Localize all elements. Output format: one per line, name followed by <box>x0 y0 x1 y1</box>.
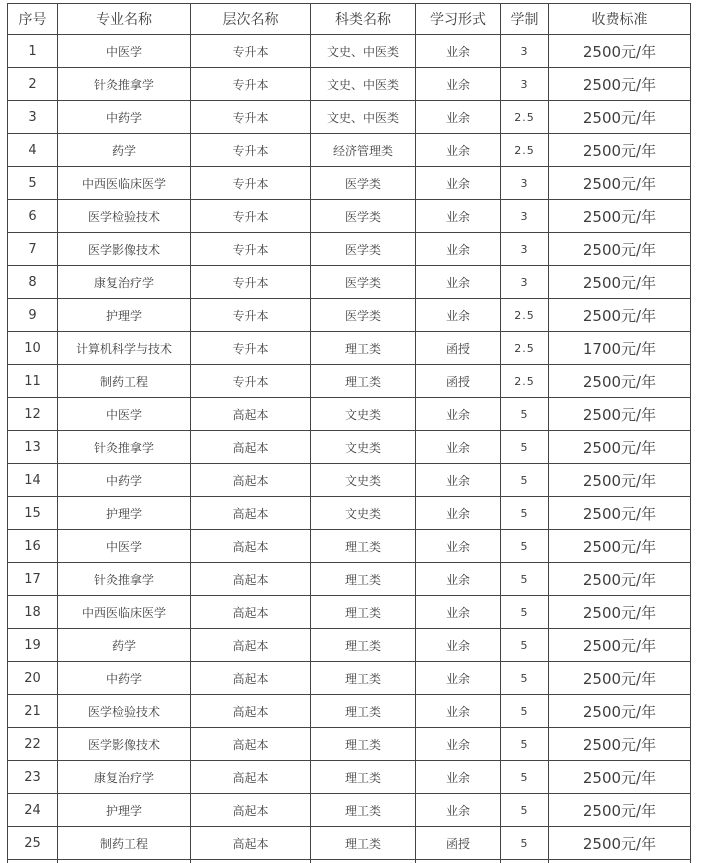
tuition-fee-table <box>7 3 691 863</box>
cell-form: 函授 <box>416 827 501 860</box>
cell-form: 业余 <box>416 200 501 233</box>
cell-form: 业余 <box>416 233 501 266</box>
table-row <box>8 266 691 299</box>
cell-duration: 5 <box>501 563 549 596</box>
cell-fee: 2500元/年 <box>549 728 691 761</box>
cell-fee: 2500元/年 <box>549 695 691 728</box>
cell-major: 药学 <box>58 134 191 167</box>
cell-empty <box>58 860 191 863</box>
cell-category: 理工类 <box>311 662 416 695</box>
cell-empty <box>549 860 691 863</box>
cell-duration: 5 <box>501 398 549 431</box>
cell-duration: 5 <box>501 695 549 728</box>
cell-duration: 2.5 <box>501 299 549 332</box>
cell-major: 制药工程 <box>58 365 191 398</box>
cell-fee: 2500元/年 <box>549 233 691 266</box>
cell-level: 高起本 <box>191 695 311 728</box>
cell-major: 康复治疗学 <box>58 761 191 794</box>
cell-duration: 5 <box>501 629 549 662</box>
cell-fee: 2500元/年 <box>549 266 691 299</box>
cell-seq: 14 <box>8 464 58 497</box>
cell-duration: 3 <box>501 167 549 200</box>
cell-duration: 2.5 <box>501 101 549 134</box>
cell-category: 文史、中医类 <box>311 101 416 134</box>
table-row <box>8 662 691 695</box>
table-row <box>8 398 691 431</box>
cell-major: 中医学 <box>58 35 191 68</box>
cell-major: 医学影像技术 <box>58 728 191 761</box>
cell-form: 业余 <box>416 134 501 167</box>
table-body <box>8 35 691 863</box>
cell-form: 业余 <box>416 563 501 596</box>
cell-major: 针灸推拿学 <box>58 563 191 596</box>
cell-form: 业余 <box>416 266 501 299</box>
cell-fee: 2500元/年 <box>549 200 691 233</box>
table-row <box>8 167 691 200</box>
cell-duration: 2.5 <box>501 332 549 365</box>
cell-duration: 5 <box>501 530 549 563</box>
table-row <box>8 629 691 662</box>
column-header-fee: 收费标准 <box>549 4 691 35</box>
cell-category: 理工类 <box>311 332 416 365</box>
cell-duration: 5 <box>501 464 549 497</box>
cell-major: 针灸推拿学 <box>58 431 191 464</box>
cell-category: 医学类 <box>311 167 416 200</box>
cell-empty <box>191 860 311 863</box>
cell-level: 高起本 <box>191 431 311 464</box>
cell-major: 医学影像技术 <box>58 233 191 266</box>
cell-seq: 20 <box>8 662 58 695</box>
cell-seq: 3 <box>8 101 58 134</box>
cell-seq: 19 <box>8 629 58 662</box>
cell-level: 专升本 <box>191 266 311 299</box>
cell-major: 中药学 <box>58 662 191 695</box>
cell-fee: 2500元/年 <box>549 134 691 167</box>
cell-level: 高起本 <box>191 596 311 629</box>
cell-major: 护理学 <box>58 497 191 530</box>
cell-seq: 2 <box>8 68 58 101</box>
table-row <box>8 101 691 134</box>
cell-duration: 5 <box>501 596 549 629</box>
cell-form: 业余 <box>416 464 501 497</box>
cell-form: 业余 <box>416 35 501 68</box>
cell-duration: 3 <box>501 200 549 233</box>
cell-level: 高起本 <box>191 728 311 761</box>
cell-fee: 2500元/年 <box>549 365 691 398</box>
cell-seq: 18 <box>8 596 58 629</box>
table-row <box>8 134 691 167</box>
cell-fee: 2500元/年 <box>549 662 691 695</box>
cell-fee: 2500元/年 <box>549 398 691 431</box>
cell-level: 高起本 <box>191 464 311 497</box>
cell-category: 理工类 <box>311 365 416 398</box>
cell-duration: 2.5 <box>501 134 549 167</box>
cell-form: 业余 <box>416 761 501 794</box>
cell-form: 业余 <box>416 629 501 662</box>
cell-fee: 2500元/年 <box>549 827 691 860</box>
cell-level: 专升本 <box>191 200 311 233</box>
cell-level: 高起本 <box>191 563 311 596</box>
cell-fee: 2500元/年 <box>549 167 691 200</box>
cell-category: 医学类 <box>311 299 416 332</box>
cell-seq: 12 <box>8 398 58 431</box>
cell-category: 理工类 <box>311 827 416 860</box>
cell-major: 计算机科学与技术 <box>58 332 191 365</box>
cell-category: 经济管理类 <box>311 134 416 167</box>
cell-duration: 5 <box>501 728 549 761</box>
table-row <box>8 728 691 761</box>
cell-major: 中医学 <box>58 398 191 431</box>
cell-fee: 2500元/年 <box>549 596 691 629</box>
cell-seq: 21 <box>8 695 58 728</box>
cell-fee: 2500元/年 <box>549 761 691 794</box>
cell-form: 业余 <box>416 497 501 530</box>
cell-seq: 5 <box>8 167 58 200</box>
cell-fee: 2500元/年 <box>549 530 691 563</box>
cell-form: 业余 <box>416 794 501 827</box>
cell-level: 专升本 <box>191 35 311 68</box>
cell-seq: 8 <box>8 266 58 299</box>
cell-duration: 3 <box>501 35 549 68</box>
cell-fee: 2500元/年 <box>549 464 691 497</box>
cell-major: 针灸推拿学 <box>58 68 191 101</box>
cell-category: 文史类 <box>311 431 416 464</box>
cell-category: 文史类 <box>311 398 416 431</box>
cell-level: 高起本 <box>191 827 311 860</box>
table-row <box>8 794 691 827</box>
cell-seq: 6 <box>8 200 58 233</box>
cell-category: 文史类 <box>311 497 416 530</box>
cell-level: 高起本 <box>191 794 311 827</box>
cell-form: 函授 <box>416 365 501 398</box>
cell-category: 理工类 <box>311 761 416 794</box>
table-row <box>8 68 691 101</box>
table-row <box>8 200 691 233</box>
cell-fee: 2500元/年 <box>549 431 691 464</box>
partial-clipped-row <box>8 860 691 863</box>
cell-major: 中药学 <box>58 101 191 134</box>
cell-form: 业余 <box>416 662 501 695</box>
cell-major: 中西医临床医学 <box>58 167 191 200</box>
cell-seq: 10 <box>8 332 58 365</box>
cell-duration: 5 <box>501 827 549 860</box>
cell-level: 高起本 <box>191 761 311 794</box>
table-row <box>8 365 691 398</box>
cell-form: 业余 <box>416 101 501 134</box>
cell-fee: 2500元/年 <box>549 563 691 596</box>
cell-fee: 1700元/年 <box>549 332 691 365</box>
table-row <box>8 695 691 728</box>
cell-duration: 3 <box>501 68 549 101</box>
cell-major: 中西医临床医学 <box>58 596 191 629</box>
cell-major: 护理学 <box>58 794 191 827</box>
cell-empty <box>311 860 416 863</box>
cell-seq: 17 <box>8 563 58 596</box>
cell-level: 高起本 <box>191 629 311 662</box>
cell-fee: 2500元/年 <box>549 68 691 101</box>
cell-category: 理工类 <box>311 563 416 596</box>
cell-major: 康复治疗学 <box>58 266 191 299</box>
cell-category: 医学类 <box>311 233 416 266</box>
cell-level: 专升本 <box>191 299 311 332</box>
table-row <box>8 431 691 464</box>
cell-level: 专升本 <box>191 365 311 398</box>
cell-category: 医学类 <box>311 266 416 299</box>
cell-category: 理工类 <box>311 596 416 629</box>
cell-category: 理工类 <box>311 629 416 662</box>
cell-major: 护理学 <box>58 299 191 332</box>
column-header-category: 科类名称 <box>311 4 416 35</box>
cell-fee: 2500元/年 <box>549 794 691 827</box>
cell-duration: 2.5 <box>501 365 549 398</box>
cell-seq: 23 <box>8 761 58 794</box>
cell-category: 理工类 <box>311 695 416 728</box>
cell-major: 制药工程 <box>58 827 191 860</box>
cell-fee: 2500元/年 <box>549 629 691 662</box>
cell-category: 文史、中医类 <box>311 35 416 68</box>
cell-seq: 11 <box>8 365 58 398</box>
cell-seq: 1 <box>8 35 58 68</box>
cell-major: 中医学 <box>58 530 191 563</box>
cell-form: 业余 <box>416 431 501 464</box>
cell-seq: 4 <box>8 134 58 167</box>
cell-fee: 2500元/年 <box>549 35 691 68</box>
cell-category: 理工类 <box>311 530 416 563</box>
cell-duration: 5 <box>501 794 549 827</box>
cell-seq: 22 <box>8 728 58 761</box>
cell-form: 业余 <box>416 299 501 332</box>
cell-duration: 5 <box>501 431 549 464</box>
table-header-row <box>8 4 691 35</box>
cell-category: 医学类 <box>311 200 416 233</box>
cell-level: 专升本 <box>191 101 311 134</box>
cell-category: 文史类 <box>311 464 416 497</box>
table-row <box>8 827 691 860</box>
cell-fee: 2500元/年 <box>549 101 691 134</box>
table-row <box>8 299 691 332</box>
cell-level: 专升本 <box>191 167 311 200</box>
column-header-level: 层次名称 <box>191 4 311 35</box>
cell-category: 理工类 <box>311 728 416 761</box>
table-row <box>8 596 691 629</box>
cell-form: 业余 <box>416 728 501 761</box>
column-header-form: 学习形式 <box>416 4 501 35</box>
cell-seq: 9 <box>8 299 58 332</box>
cell-level: 高起本 <box>191 662 311 695</box>
column-header-seq: 序号 <box>8 4 58 35</box>
table-row <box>8 332 691 365</box>
cell-form: 业余 <box>416 596 501 629</box>
cell-form: 函授 <box>416 332 501 365</box>
cell-fee: 2500元/年 <box>549 497 691 530</box>
cell-duration: 3 <box>501 233 549 266</box>
cell-form: 业余 <box>416 695 501 728</box>
cell-form: 业余 <box>416 530 501 563</box>
table-row <box>8 464 691 497</box>
cell-seq: 16 <box>8 530 58 563</box>
table-row <box>8 233 691 266</box>
cell-seq: 13 <box>8 431 58 464</box>
column-header-duration: 学制 <box>501 4 549 35</box>
cell-major: 医学检验技术 <box>58 200 191 233</box>
cell-level: 专升本 <box>191 68 311 101</box>
cell-category: 理工类 <box>311 794 416 827</box>
cell-major: 中药学 <box>58 464 191 497</box>
cell-duration: 5 <box>501 662 549 695</box>
cell-major: 医学检验技术 <box>58 695 191 728</box>
cell-seq: 24 <box>8 794 58 827</box>
cell-fee: 2500元/年 <box>549 299 691 332</box>
table-row <box>8 530 691 563</box>
cell-seq: 7 <box>8 233 58 266</box>
cell-duration: 3 <box>501 266 549 299</box>
cell-form: 业余 <box>416 167 501 200</box>
cell-empty <box>8 860 58 863</box>
cell-level: 高起本 <box>191 530 311 563</box>
cell-level: 高起本 <box>191 398 311 431</box>
cell-form: 业余 <box>416 398 501 431</box>
table-row <box>8 35 691 68</box>
cell-duration: 5 <box>501 761 549 794</box>
cell-level: 专升本 <box>191 134 311 167</box>
column-header-major: 专业名称 <box>58 4 191 35</box>
cell-level: 专升本 <box>191 332 311 365</box>
cell-level: 专升本 <box>191 233 311 266</box>
cell-seq: 25 <box>8 827 58 860</box>
cell-seq: 15 <box>8 497 58 530</box>
table-row <box>8 761 691 794</box>
cell-major: 药学 <box>58 629 191 662</box>
cell-level: 高起本 <box>191 497 311 530</box>
cell-category: 文史、中医类 <box>311 68 416 101</box>
cell-empty <box>501 860 549 863</box>
cell-duration: 5 <box>501 497 549 530</box>
cell-form: 业余 <box>416 68 501 101</box>
table-row <box>8 563 691 596</box>
cell-empty <box>416 860 501 863</box>
table-row <box>8 497 691 530</box>
